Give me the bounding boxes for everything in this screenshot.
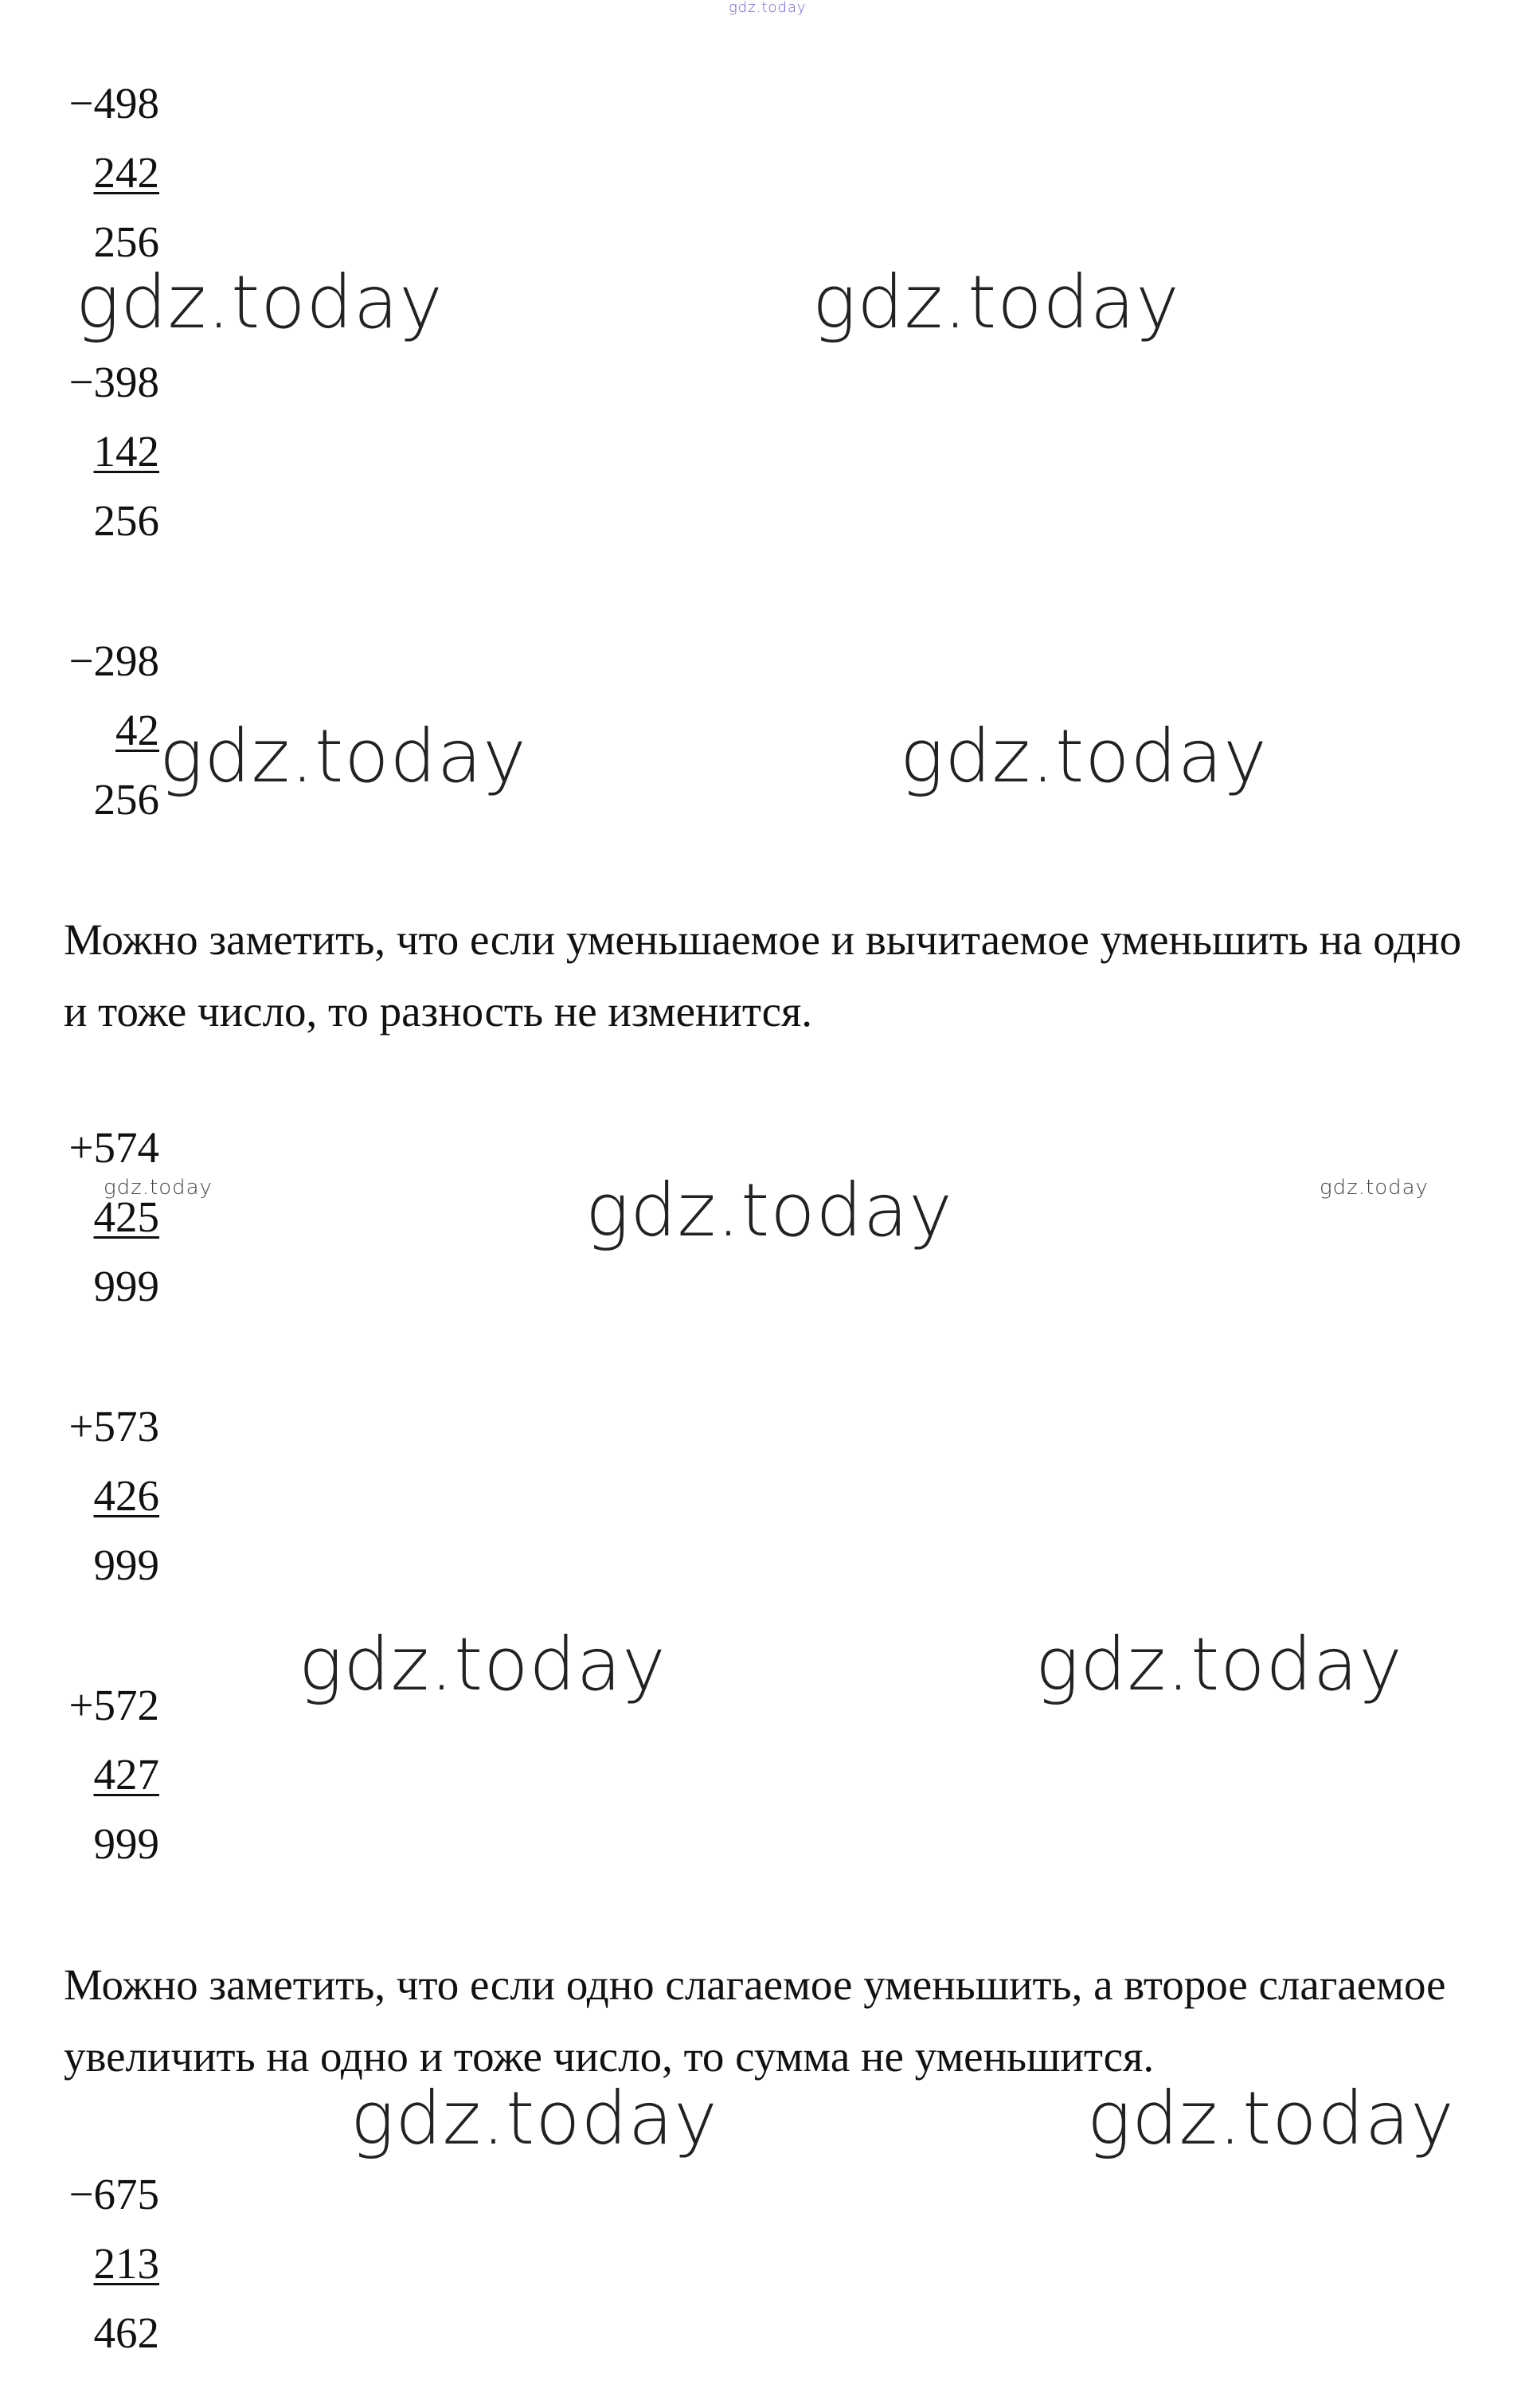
watermark: gdz.today	[1035, 1622, 1403, 1707]
calc-top-line: −498	[68, 79, 159, 127]
calc-result-line: 999	[93, 1541, 159, 1589]
calc-result-line: 256	[93, 217, 159, 266]
watermark: gdz.today	[159, 714, 527, 799]
watermark-small: gdz.today	[1320, 1176, 1429, 1200]
calc-result-line: 256	[93, 496, 159, 545]
paragraph-2: Можно заметить, что если одно слагаемое уменьшить, а второе слагаемое увеличить на одно и тоже число, то сумма не уменьшится.	[64, 1960, 1446, 2081]
calc-top-line: −298	[68, 636, 159, 685]
calculation-5	[64, 1392, 175, 1599]
calculation-6	[64, 1670, 175, 1878]
calc-middle-line: 426	[93, 1471, 159, 1520]
calc-result-line: 256	[93, 775, 159, 824]
watermark: gdz.today	[76, 260, 444, 345]
calculation-2	[64, 347, 175, 555]
calc-middle-line: 42	[115, 706, 159, 754]
calc-middle-line: 427	[93, 1750, 159, 1799]
calc-top-line: +573	[68, 1402, 159, 1451]
calc-top-line: +574	[68, 1123, 159, 1172]
calc-result-line: 999	[93, 1819, 159, 1868]
calc-middle-line: 213	[93, 2239, 159, 2288]
watermark: gdz.today	[585, 1168, 953, 1253]
calculation-1	[64, 69, 175, 276]
calc-middle-line: 142	[93, 427, 159, 476]
calculation-4	[64, 1113, 175, 1321]
calc-result-line: 462	[93, 2308, 159, 2357]
calc-top-line: +572	[68, 1681, 159, 1729]
calc-result-line: 999	[93, 1262, 159, 1310]
watermark: gdz.today	[812, 260, 1180, 345]
watermark: gdz.today	[299, 1622, 667, 1707]
watermark-top: gdz.today	[729, 0, 807, 16]
watermark: gdz.today	[900, 714, 1268, 799]
calc-middle-line: 242	[93, 148, 159, 197]
calc-top-line: −675	[68, 2170, 159, 2218]
watermark: gdz.today	[350, 2076, 718, 2161]
calculation-3	[64, 626, 175, 834]
calculation-7	[64, 2159, 175, 2367]
watermark: gdz.today	[1087, 2076, 1455, 2161]
calc-middle-line: 425	[93, 1192, 159, 1241]
watermark-small: gdz.today	[104, 1176, 213, 1200]
calc-top-line: −398	[68, 358, 159, 406]
paragraph-1: Можно заметить, что если уменьшаемое и вычитаемое уменьшить на одно и тоже число, то разность не изменится.	[64, 915, 1462, 1036]
